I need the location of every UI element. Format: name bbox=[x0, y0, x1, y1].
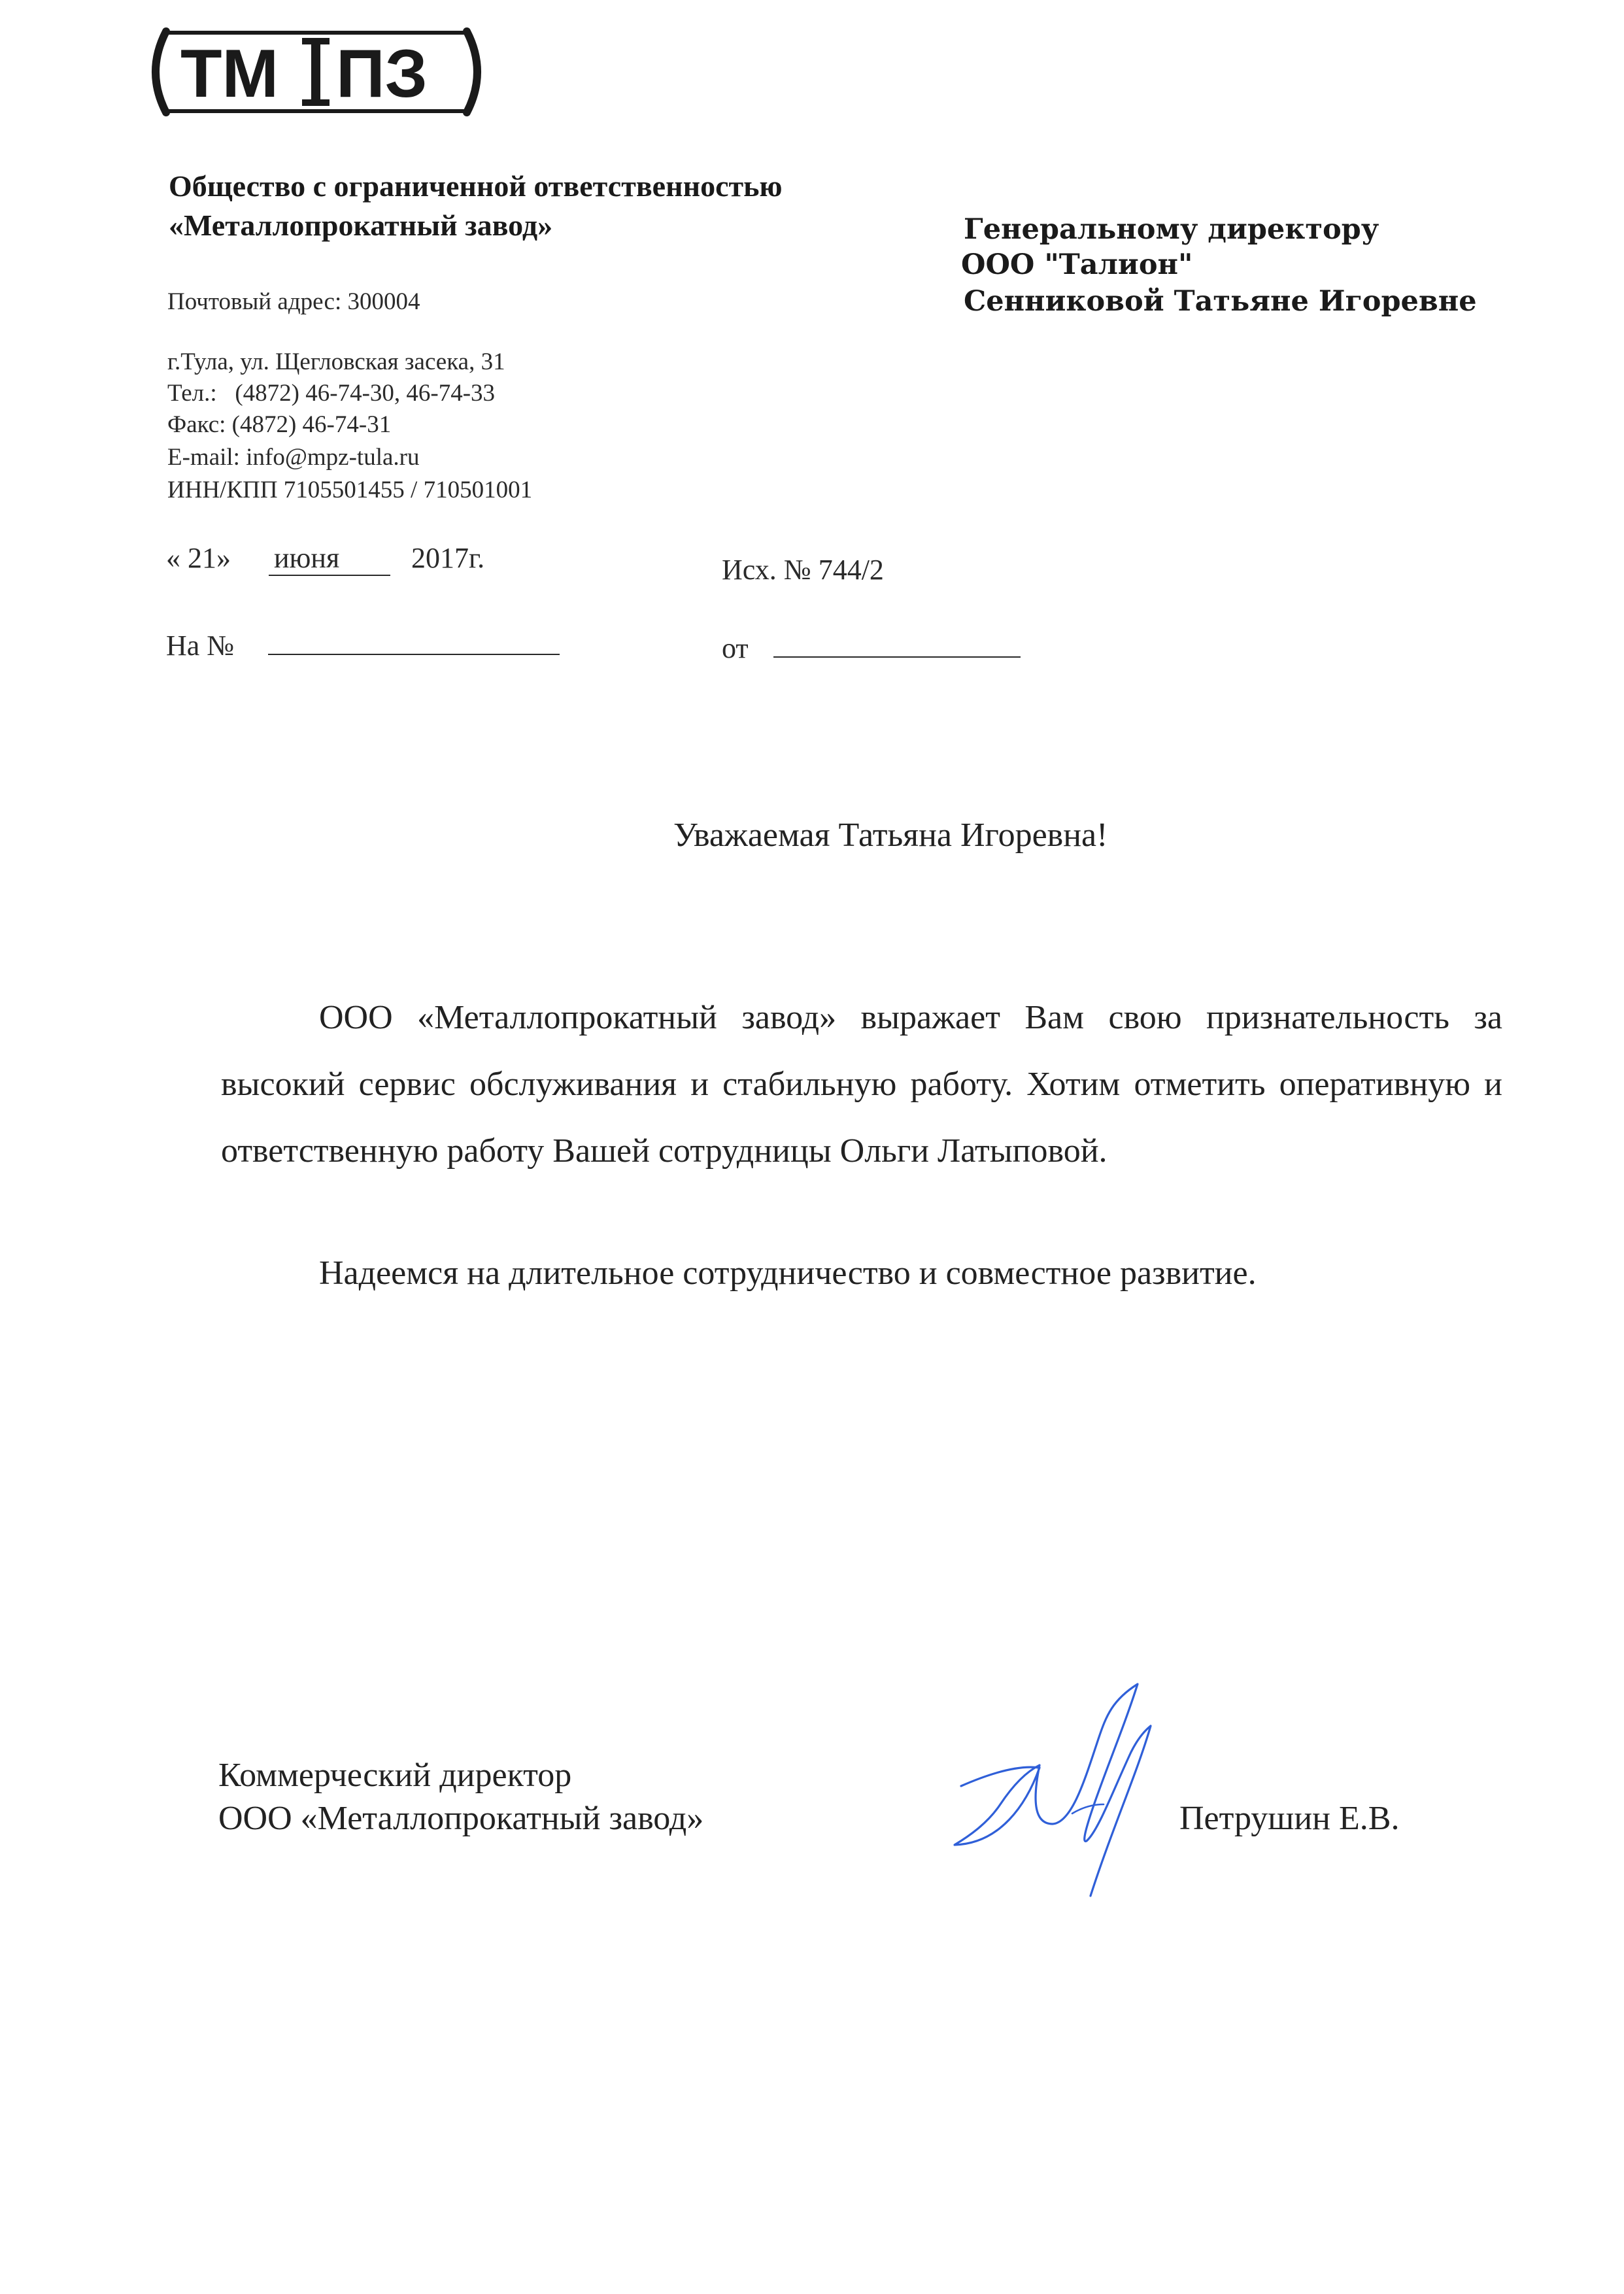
sender-phone-label: Тел.: bbox=[167, 380, 217, 407]
body-paragraph-1: ООО «Металлопрокатный завод» выражает Вам свою признательность за высокий сервис обслуживания и стабильную работу. Хотим отметить оперативную и ответственную работу Вашей сотрудницы Ольги Латыповой. bbox=[221, 999, 1502, 1170]
company-logo bbox=[140, 26, 493, 118]
sender-email: E-mail: info@mpz-tula.ru bbox=[167, 444, 420, 471]
recipient-line1: Генеральному директору bbox=[964, 213, 1379, 246]
signer-name: Петрушин Е.В. bbox=[1179, 1800, 1400, 1837]
logo-right-bracket bbox=[467, 31, 477, 112]
date-month: июня bbox=[269, 541, 390, 576]
sender-fax: Факс: (4872) 46-74-31 bbox=[167, 411, 392, 438]
date-year: 2017г. bbox=[411, 542, 485, 574]
reference-blank bbox=[268, 628, 560, 655]
sender-company-line1: Общество с ограниченной ответственностью bbox=[169, 169, 783, 203]
sender-phone-value: (4872) 46-74-30, 46-74-33 bbox=[235, 380, 496, 407]
sender-phone bbox=[167, 379, 495, 407]
letter-date bbox=[166, 541, 484, 576]
body-paragraph-2: Надеемся на длительное сотрудничество и совместное развитие. bbox=[319, 1255, 1257, 1292]
date-day: « 21» bbox=[166, 542, 231, 574]
signer-position-line2: ООО «Металлопрокатный завод» bbox=[218, 1800, 704, 1837]
reference-number bbox=[166, 628, 560, 662]
recipient-line3: Сенниковой Татьяне Игоревне bbox=[964, 285, 1477, 318]
logo-text-left: ТМ bbox=[180, 36, 279, 112]
sender-company-line2: «Металлопрокатный завод» bbox=[169, 209, 553, 242]
sender-inn-kpp: ИНН/КПП 7105501455 / 710501001 bbox=[167, 477, 533, 503]
reference-date bbox=[722, 630, 1021, 665]
reference-date-blank bbox=[773, 630, 1021, 658]
logo-rail-mark bbox=[302, 38, 330, 106]
sender-postal-address: Почтовый адрес: 300004 bbox=[167, 288, 420, 315]
logo-left-bracket bbox=[156, 31, 166, 112]
salutation: Уважаемая Татьяна Игоревна! bbox=[673, 817, 1108, 854]
reference-label: На № bbox=[166, 630, 235, 662]
signer-position-line1: Коммерческий директор bbox=[218, 1757, 572, 1794]
handwritten-signature bbox=[941, 1674, 1177, 1909]
logo-text-right: ПЗ bbox=[336, 36, 428, 112]
sender-street-address: г.Тула, ул. Щегловская засека, 31 bbox=[167, 348, 505, 375]
reference-from-label: от bbox=[722, 632, 749, 664]
recipient-line2: ООО "Талион" bbox=[961, 248, 1193, 281]
outgoing-number: Исх. № 744/2 bbox=[722, 554, 884, 586]
